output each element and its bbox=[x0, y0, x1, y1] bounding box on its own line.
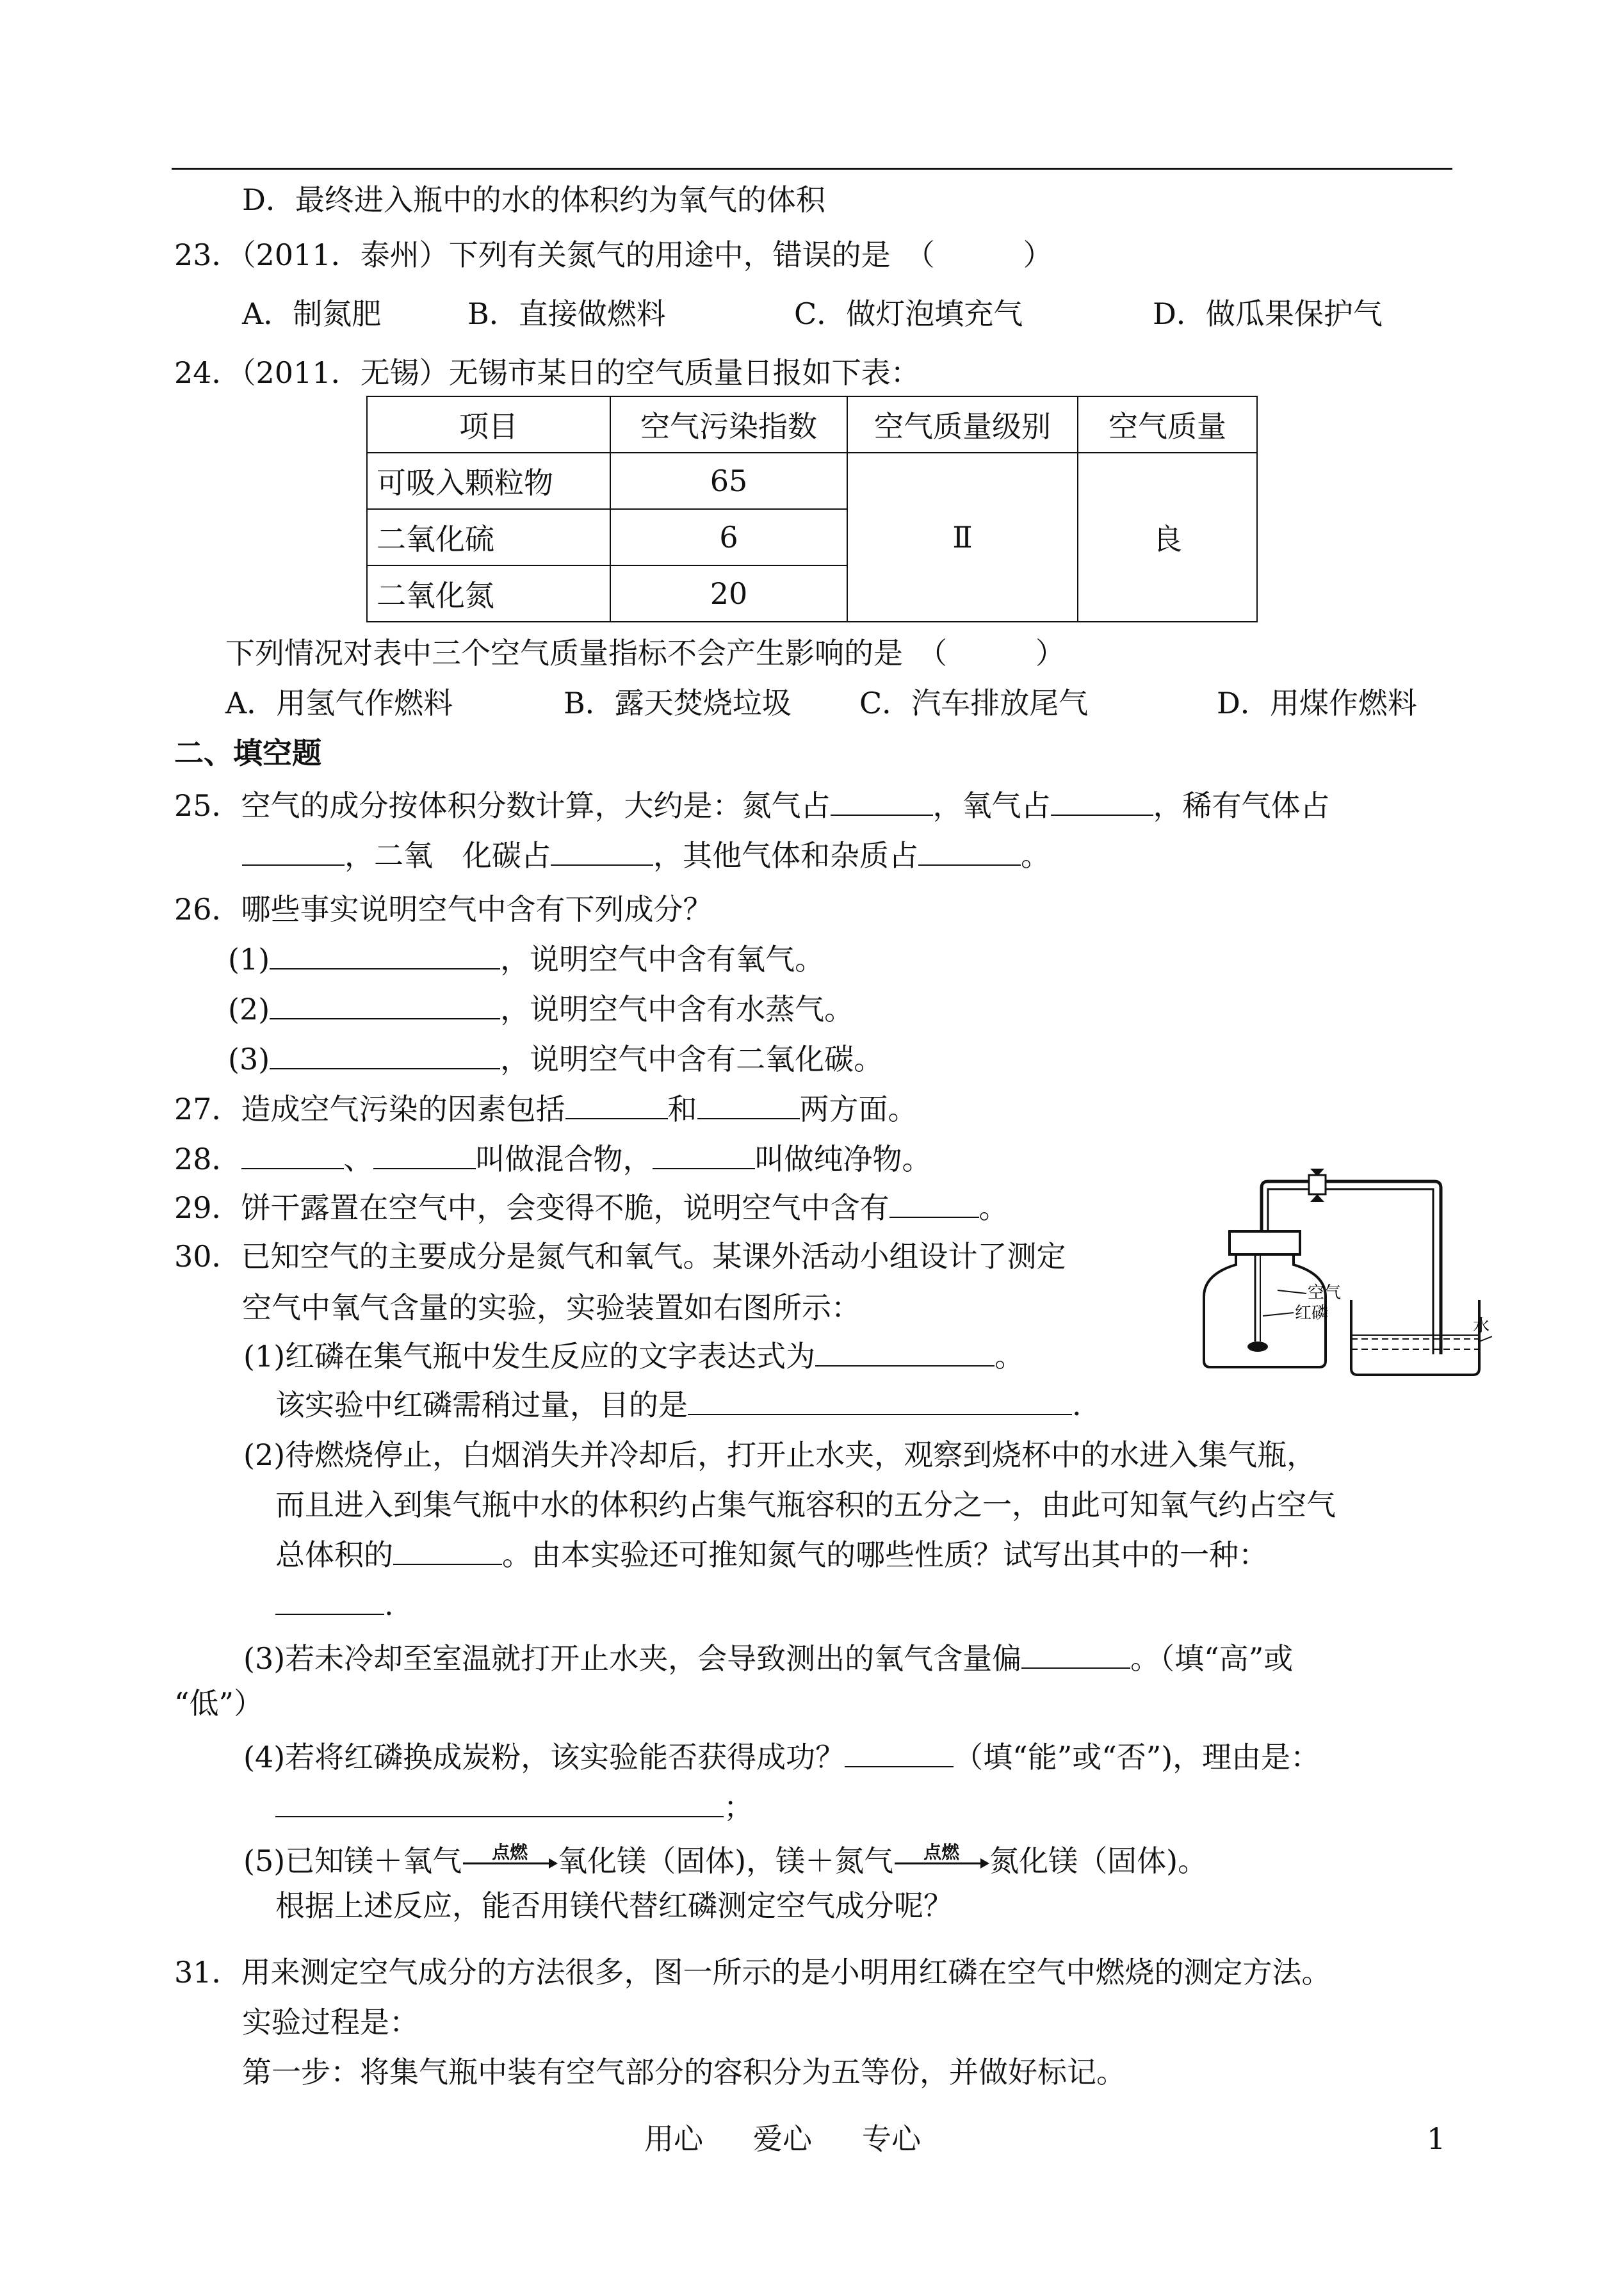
quality-cell: 良 bbox=[1078, 453, 1257, 622]
item-number: (1) bbox=[228, 942, 270, 977]
q24-stem: 24．（2011．无锡）无锡市某日的空气质量日报如下表： bbox=[174, 355, 920, 390]
answer-blank[interactable] bbox=[688, 1388, 1072, 1415]
q23-option-c: C．做灯泡填充气 bbox=[794, 296, 1023, 331]
answer-blank[interactable] bbox=[1051, 789, 1153, 816]
q30-text: . bbox=[1072, 1388, 1082, 1422]
q30-text: (1)红磷在集气瓶中发生反应的文字表达式为 bbox=[243, 1339, 816, 1374]
air-quality-table bbox=[366, 396, 1258, 622]
item-number: (3) bbox=[228, 1042, 270, 1076]
q30-part3-l2: “低”） bbox=[174, 1686, 264, 1721]
footer-motto-3: 专心 bbox=[862, 2121, 921, 2156]
table-header: 空气质量级别 bbox=[847, 396, 1078, 453]
q30-part4-l1 bbox=[243, 1738, 1320, 1776]
q30-text: (3)若未冷却至室温就打开止水夹，会导致测出的氧气含量偏 bbox=[243, 1641, 1022, 1676]
answer-blank[interactable] bbox=[918, 839, 1021, 866]
answer-blank[interactable] bbox=[551, 839, 653, 866]
q30-part5-l2: 根据上述反应，能否用镁代替红磷测定空气成分呢？ bbox=[275, 1888, 953, 1923]
q28 bbox=[174, 1140, 932, 1178]
item-text: ，说明空气中含有氧气。 bbox=[500, 942, 825, 977]
q27-text: 27．造成空气污染的因素包括 bbox=[174, 1092, 565, 1126]
header-rule bbox=[172, 168, 1452, 170]
answer-blank[interactable] bbox=[845, 1740, 954, 1767]
table-cell: 二氧化硫 bbox=[367, 509, 610, 565]
footer-motto-1: 用心 bbox=[644, 2121, 703, 2156]
q30-part5-l1 bbox=[243, 1842, 1207, 1880]
label-air: 空气 bbox=[1308, 1283, 1342, 1302]
item-number: (2) bbox=[228, 992, 270, 1026]
answer-blank[interactable] bbox=[242, 839, 345, 866]
q30-text: 氧化镁（固体)，镁＋氮气 bbox=[558, 1844, 894, 1878]
q25-text: ，其他气体和杂质占 bbox=[653, 838, 918, 873]
table-header: 项目 bbox=[367, 396, 610, 453]
answer-blank[interactable] bbox=[697, 1092, 800, 1119]
label-water: 水 bbox=[1473, 1317, 1490, 1336]
q30-text: （填“能”或“否”)，理由是： bbox=[954, 1740, 1320, 1774]
q28-text: 叫做纯净物。 bbox=[754, 1142, 932, 1176]
q30-line2: 空气中氧气含量的实验，实验装置如右图所示： bbox=[242, 1290, 861, 1325]
q25-line1 bbox=[174, 786, 1330, 825]
table-cell: 6 bbox=[610, 509, 847, 565]
q30-part3-l1 bbox=[243, 1639, 1293, 1678]
clamp-icon bbox=[1309, 1169, 1326, 1202]
q25-text: ，二氧 化碳占 bbox=[345, 838, 551, 873]
q25-text: ，稀有气体占 bbox=[1153, 788, 1330, 823]
q30-text: (4)若将红磷换成炭粉，该实验能否获得成功？ bbox=[243, 1740, 845, 1774]
q27-text: 和 bbox=[667, 1092, 697, 1126]
q24-option-d: D．用煤作燃料 bbox=[1217, 686, 1417, 720]
q24-option-a: A．用氢气作燃料 bbox=[225, 686, 453, 720]
table-header: 空气质量 bbox=[1078, 396, 1257, 453]
page-number: 1 bbox=[1427, 2121, 1446, 2156]
q23-option-a: A．制氮肥 bbox=[242, 296, 382, 331]
q25-text: ，氧气占 bbox=[932, 788, 1051, 823]
table-cell: 65 bbox=[610, 453, 847, 509]
q30-line1: 30．已知空气的主要成分是氮气和氧气。某课外活动小组设计了测定 bbox=[174, 1239, 1066, 1274]
answer-blank[interactable] bbox=[831, 789, 933, 816]
q25-text: 。 bbox=[1021, 838, 1050, 873]
answer-blank[interactable] bbox=[275, 1588, 384, 1615]
quality-level-cell: Ⅱ bbox=[847, 453, 1078, 622]
q30-text: 该实验中红磷需稍过量，目的是 bbox=[275, 1388, 688, 1422]
q30-text: ； bbox=[724, 1790, 753, 1824]
item-text: ，说明空气中含有水蒸气。 bbox=[500, 992, 854, 1026]
q30-part2-l1: (2)待燃烧停止，白烟消失并冷却后，打开止水夹，观察到烧杯中的水进入集气瓶， bbox=[243, 1438, 1317, 1472]
arrow-condition: 点燃 bbox=[492, 1842, 528, 1863]
q30-text: 总体积的 bbox=[275, 1537, 393, 1572]
q25-text: 25．空气的成分按体积分数计算，大约是：氮气占 bbox=[174, 788, 831, 823]
q22-option-d: D．最终进入瓶中的水的体积约为氧气的体积 bbox=[242, 182, 825, 217]
label-phosphorus: 红磷 bbox=[1295, 1304, 1329, 1323]
q23-option-d: D．做瓜果保护气 bbox=[1153, 296, 1383, 331]
answer-blank[interactable] bbox=[275, 1790, 724, 1817]
answer-blank[interactable] bbox=[889, 1191, 979, 1218]
answer-blank[interactable] bbox=[815, 1340, 995, 1366]
q30-text: 。 bbox=[995, 1339, 1025, 1374]
q26-stem: 26．哪些事实说明空气中含有下列成分？ bbox=[174, 892, 713, 927]
q25-line2 bbox=[242, 836, 1050, 875]
answer-blank[interactable] bbox=[270, 993, 500, 1019]
q24-question: 下列情况对表中三个空气质量指标不会产生影响的是 （ ） bbox=[225, 636, 1065, 670]
q30-text: 。由本实验还可推知氮气的哪些性质？试写出其中的一种： bbox=[502, 1537, 1268, 1572]
q24-option-c: C．汽车排放尾气 bbox=[859, 686, 1089, 720]
q23-stem: 23．（2011．泰州）下列有关氮气的用途中，错误的是 （ ） bbox=[174, 238, 1053, 272]
q31-line3: 第一步：将集气瓶中装有空气部分的容积分为五等份，并做好标记。 bbox=[242, 2055, 1126, 2089]
q29 bbox=[174, 1188, 1009, 1227]
q30-text: 。（填“高”或 bbox=[1130, 1641, 1294, 1676]
item-text: ，说明空气中含有二氧化碳。 bbox=[500, 1042, 884, 1076]
reaction-arrow bbox=[893, 1842, 989, 1878]
reaction-arrow bbox=[462, 1842, 558, 1878]
q29-text: 29．饼干露置在空气中，会变得不脆，说明空气中含有 bbox=[174, 1190, 889, 1225]
q27-text: 两方面。 bbox=[799, 1092, 918, 1126]
q30-part4-l2 bbox=[275, 1788, 753, 1826]
q30-text: 氮化镁（固体)。 bbox=[989, 1844, 1208, 1878]
q24-option-b: B．露天焚烧垃圾 bbox=[564, 686, 792, 720]
table-row bbox=[367, 453, 1257, 509]
arrow-condition: 点燃 bbox=[923, 1842, 960, 1863]
q28-text: 、 bbox=[343, 1142, 373, 1176]
q30-text: . bbox=[384, 1587, 394, 1622]
answer-blank[interactable] bbox=[373, 1142, 476, 1169]
q26-item-2 bbox=[228, 990, 854, 1028]
q26-item-3 bbox=[228, 1040, 883, 1078]
section-heading: 二、填空题 bbox=[174, 736, 321, 770]
answer-blank[interactable] bbox=[565, 1092, 668, 1119]
q28-text: 28． bbox=[174, 1142, 241, 1176]
answer-blank[interactable] bbox=[393, 1538, 502, 1565]
q30-part2-l3 bbox=[275, 1536, 1268, 1574]
q26-item-1 bbox=[228, 940, 824, 978]
answer-blank[interactable] bbox=[241, 1142, 344, 1169]
q30-part1 bbox=[243, 1337, 1024, 1375]
footer-motto-2: 爱心 bbox=[753, 2121, 812, 2156]
q28-text: 叫做混合物， bbox=[475, 1142, 653, 1176]
q23-option-b: B．直接做燃料 bbox=[467, 296, 666, 331]
table-cell: 20 bbox=[610, 565, 847, 622]
table-header-row bbox=[367, 396, 1257, 453]
q30-part2-l2: 而且进入到集气瓶中水的体积约占集气瓶容积的五分之一，由此可知氧气约占空气 bbox=[275, 1488, 1336, 1522]
q31-line1: 31．用来测定空气成分的方法很多，图一所示的是小明用红磷在空气中燃烧的测定方法。 bbox=[174, 1955, 1331, 1990]
table-header: 空气污染指数 bbox=[610, 396, 847, 453]
answer-blank[interactable] bbox=[270, 1042, 500, 1069]
q30-part2-l4 bbox=[275, 1585, 394, 1624]
q30-text: (5)已知镁＋氧气 bbox=[243, 1844, 462, 1878]
q31-line2: 实验过程是： bbox=[242, 2005, 419, 2040]
q30-part1-purpose bbox=[275, 1386, 1082, 1424]
apparatus-figure bbox=[1191, 1162, 1492, 1400]
table-cell: 二氧化氮 bbox=[367, 565, 610, 622]
answer-blank[interactable] bbox=[1021, 1642, 1130, 1669]
q27 bbox=[174, 1090, 918, 1128]
q29-text: 。 bbox=[978, 1190, 1009, 1225]
answer-blank[interactable] bbox=[653, 1142, 755, 1169]
answer-blank[interactable] bbox=[270, 943, 500, 969]
table-cell: 可吸入颗粒物 bbox=[367, 453, 610, 509]
